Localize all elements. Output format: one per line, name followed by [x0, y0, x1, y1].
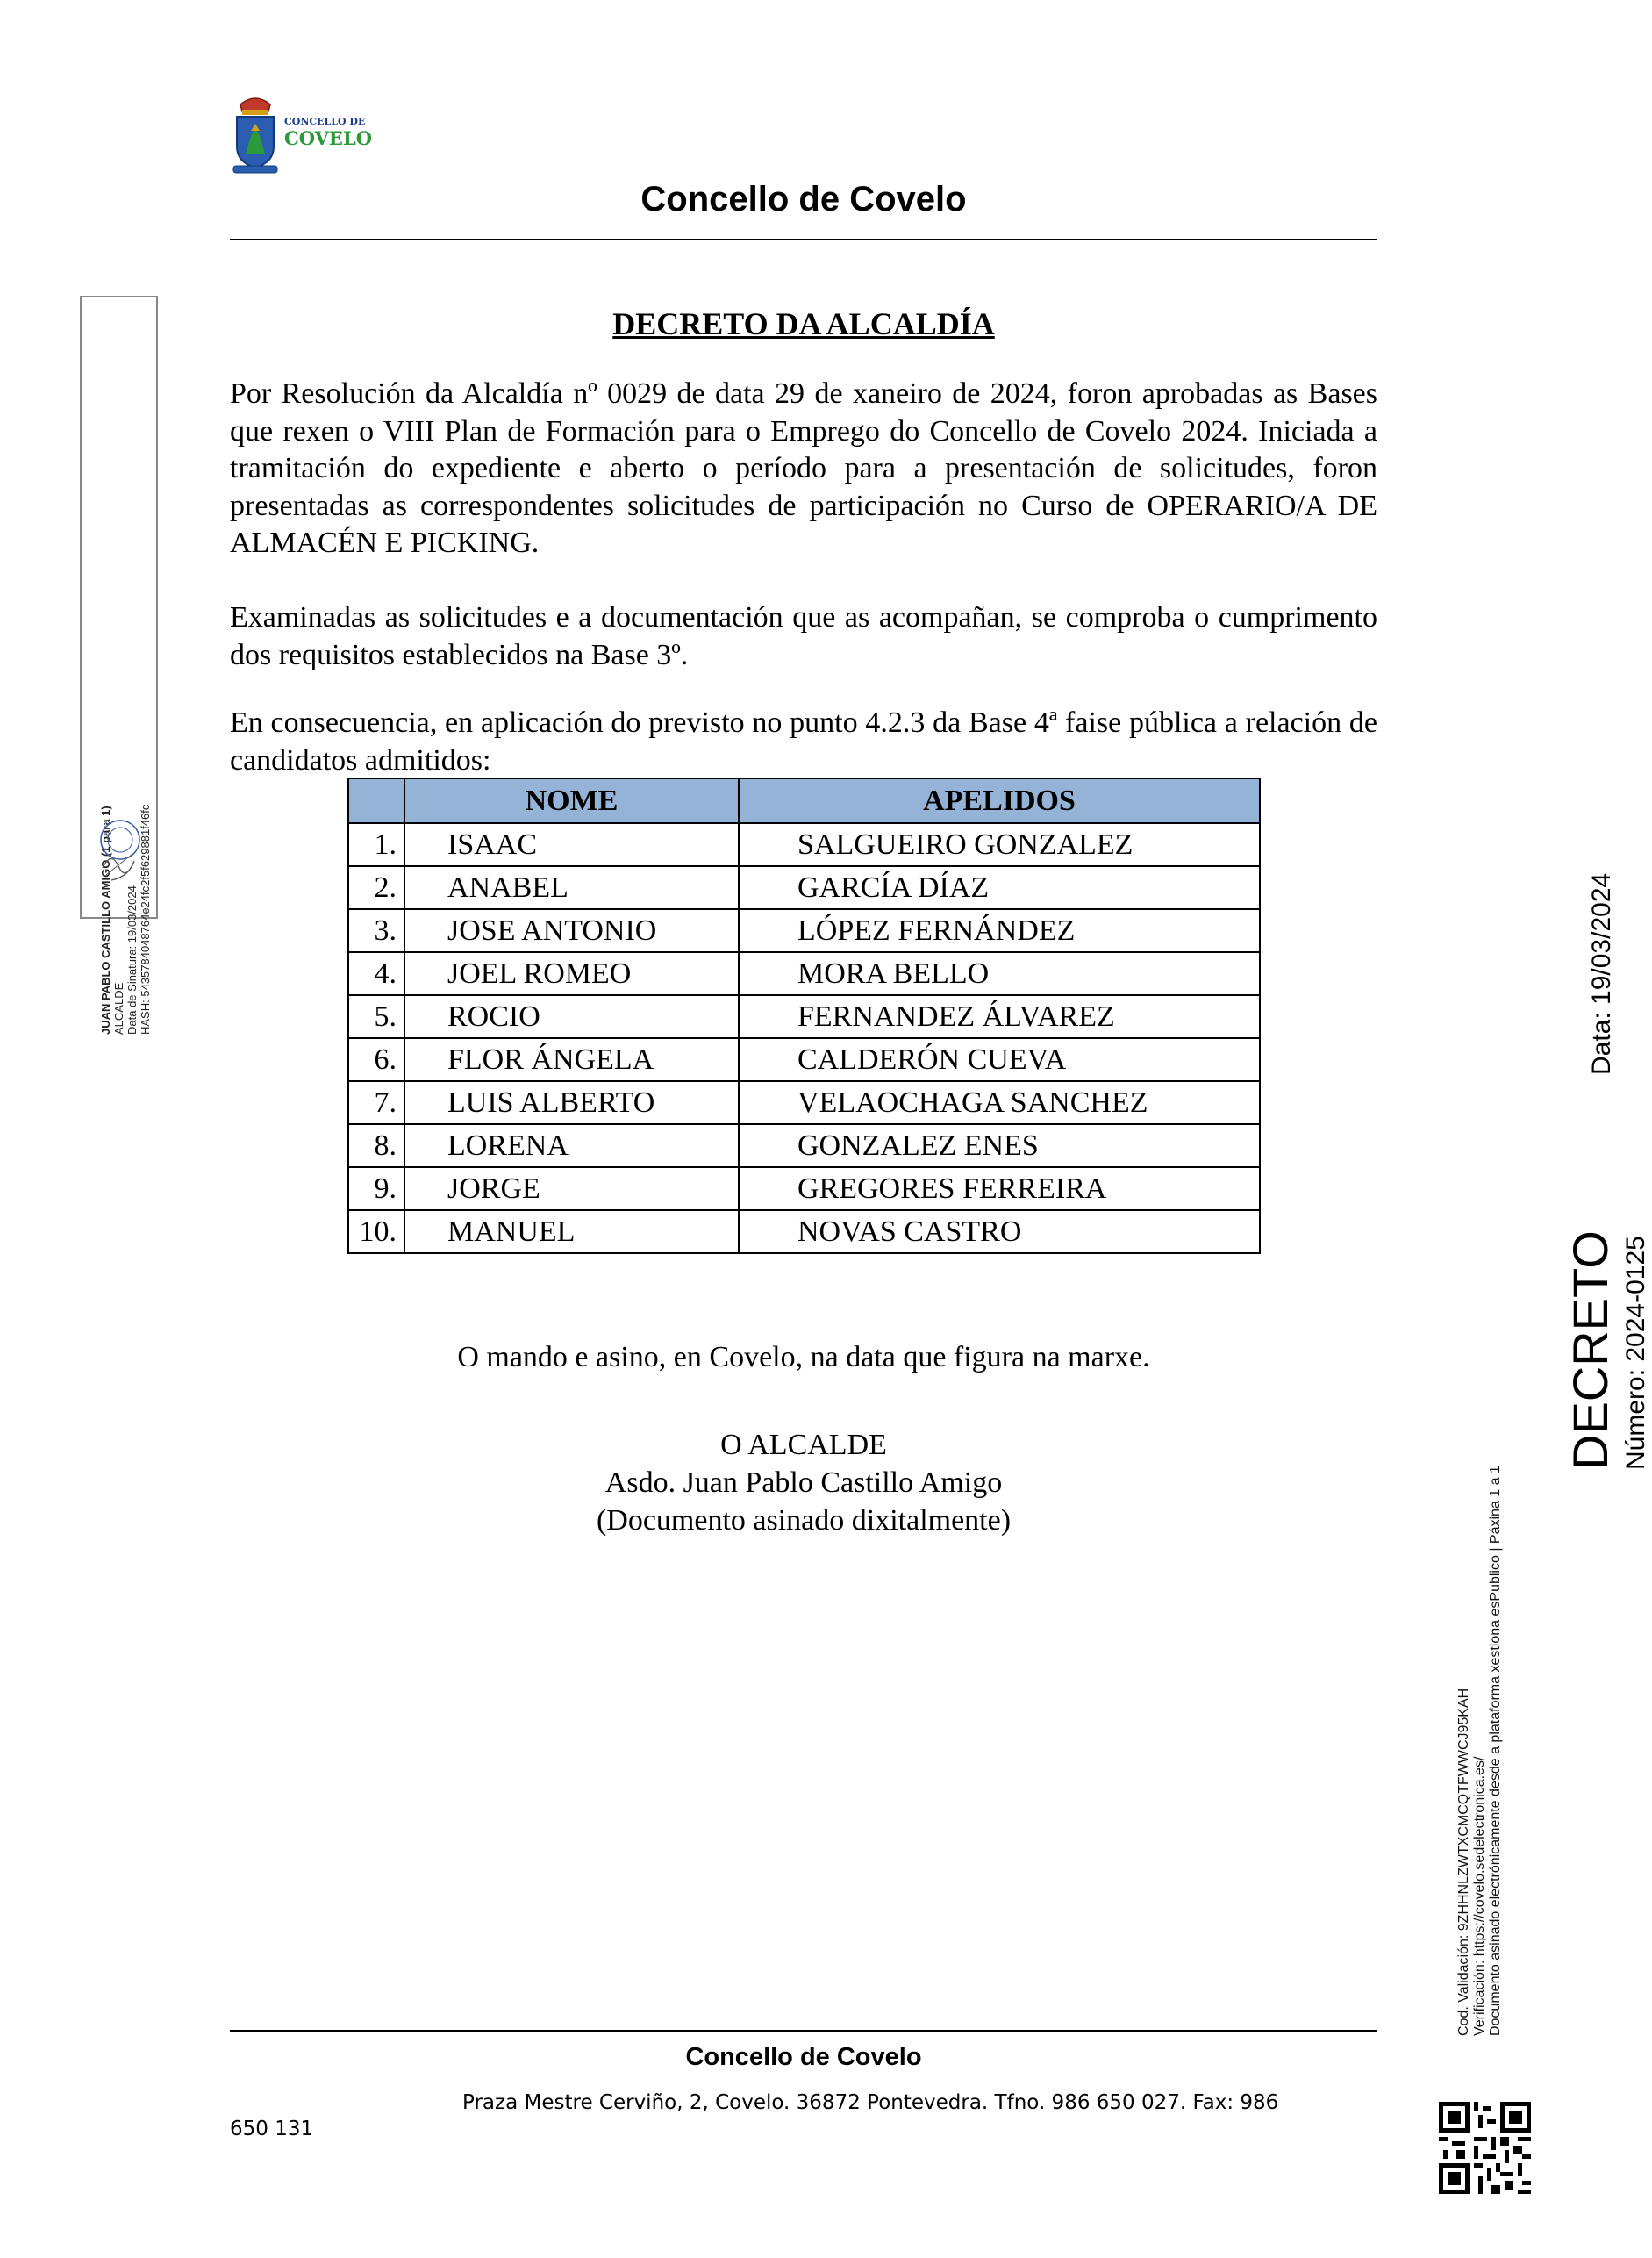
concello-logo: [230, 92, 379, 176]
signature-title: O ALCALDE: [720, 1429, 887, 1461]
header-divider: [230, 239, 1377, 240]
row-number: 7.: [348, 1081, 404, 1124]
row-nome: JORGE: [404, 1167, 739, 1210]
row-number: 2.: [348, 866, 404, 909]
row-nome: ANABEL: [404, 866, 739, 909]
table-row: [348, 1081, 1260, 1124]
validation-code: Cod. Validación: 9ZHHNLZWTXCMCQTFWWCJ95KAH: [1456, 1688, 1471, 2036]
decree-stamp-date: Data: 19/03/2024: [1587, 872, 1616, 1075]
row-nome: ROCIO: [404, 995, 739, 1038]
row-nome: LUIS ALBERTO: [404, 1081, 739, 1124]
row-apelidos: VELAOCHAGA SANCHEZ: [739, 1081, 1260, 1124]
decree-number-stamp: [1520, 680, 1652, 1470]
qr-code-icon: [1439, 2102, 1531, 2194]
paragraph-consequence: En consecuencia, en aplicación do previsto no punto 4.2.3 da Base 4ª faise pública a relación de candidatos admitidos:: [230, 706, 1377, 777]
row-apelidos: CALDERÓN CUEVA: [739, 1038, 1260, 1081]
signature-note: (Documento asinado dixitalmente): [596, 1504, 1012, 1537]
row-apelidos: LÓPEZ FERNÁNDEZ: [739, 909, 1260, 952]
stamp-signer-name: JUAN PABLO CASTILLO AMIGO (1 para 1): [99, 806, 112, 1035]
row-nome: FLOR ÁNGELA: [404, 1038, 739, 1081]
table-row: [348, 1210, 1260, 1253]
footer-address-continued: 650 131: [230, 2118, 314, 2140]
decree-title: DECRETO DA ALCALDÍA: [612, 306, 995, 341]
coat-of-arms-icon: [230, 92, 281, 176]
validation-stamp: [1456, 1369, 1527, 2036]
validation-url: Verificación: https://covelo.sedelectronica.es/: [1472, 1756, 1487, 2036]
table-row: [348, 995, 1260, 1038]
paragraph-resolution: Por Resolución da Alcaldía nº 0029 de data 29 de xaneiro de 2024, foron aprobadas as Bases que rexen o VIII Plan de Formación para o Emprego do Concello de Covelo 2024. Iniciada a tramitación do expediente e aberto o período para a presentación de solicitudes, foron presentadas as correspondentes solicitudes de participación no Curso de OPERARIO/A DE ALMACÉN E PICKING.: [230, 377, 1377, 559]
header-apelidos: APELIDOS: [739, 778, 1260, 823]
signature-name: Asdo. Juan Pablo Castillo Amigo: [604, 1466, 1003, 1499]
logo-line-2: COVELO: [284, 126, 372, 149]
table-header-row: [348, 778, 1260, 823]
row-nome: ISAAC: [404, 823, 739, 866]
table-row: [348, 909, 1260, 952]
logo-line-1: CONCELLO DE: [284, 116, 366, 127]
decree-stamp-number: Número: 2024-0125: [1621, 1236, 1650, 1470]
handwritten-signature-icon: [94, 815, 145, 885]
closing-line: O mando e asino, en Covelo, na data que figura na marxe.: [457, 1341, 1150, 1373]
footer-divider: [230, 2030, 1377, 2032]
validation-note: Documento asinado electrónicamente desde a plataforma xestiona esPublico | Páxina 1 a 1: [1488, 1466, 1503, 2036]
stamp-sign-date: Data de Sinatura: 19/03/2024: [125, 885, 139, 1035]
paragraph-examination: Examinadas as solicitudes e a documentación que as acompañan, se comproba o cumprimento dos requisitos establecidos na Base 3º.: [230, 601, 1377, 671]
footer-organization: Concello de Covelo: [685, 2043, 922, 2071]
stamp-signer-role: ALCALDE: [112, 982, 125, 1035]
row-number: 3.: [348, 909, 404, 952]
signature-stamp-text: [99, 543, 169, 1035]
row-number: 8.: [348, 1124, 404, 1167]
header-nome: NOME: [404, 778, 739, 823]
row-apelidos: FERNANDEZ ÁLVAREZ: [739, 995, 1260, 1038]
row-number: 6.: [348, 1038, 404, 1081]
row-nome: MANUEL: [404, 1210, 739, 1253]
header-number: [348, 778, 404, 823]
row-apelidos: GONZALEZ ENES: [739, 1124, 1260, 1167]
row-number: 5.: [348, 995, 404, 1038]
table-row: [348, 952, 1260, 995]
table-row: [348, 1167, 1260, 1210]
table-row: [348, 1038, 1260, 1081]
table-row: [348, 1124, 1260, 1167]
row-apelidos: MORA BELLO: [739, 952, 1260, 995]
row-apelidos: NOVAS CASTRO: [739, 1210, 1260, 1253]
footer-address: Praza Mestre Cerviño, 2, Covelo. 36872 Pontevedra. Tfno. 986 650 027. Fax: 986: [462, 2091, 1279, 2114]
stamp-hash: HASH: 5435784048764e24fc2f5f629881f46fc: [139, 804, 152, 1035]
signature-block: [230, 1426, 1377, 1539]
row-nome: JOEL ROMEO: [404, 952, 739, 995]
row-nome: LORENA: [404, 1124, 739, 1167]
row-apelidos: SALGUEIRO GONZALEZ: [739, 823, 1260, 866]
row-nome: JOSE ANTONIO: [404, 909, 739, 952]
row-number: 1.: [348, 823, 404, 866]
row-number: 4.: [348, 952, 404, 995]
row-apelidos: GARCÍA DÍAZ: [739, 866, 1260, 909]
decree-stamp-label: DECRETO: [1563, 1230, 1618, 1470]
row-number: 9.: [348, 1167, 404, 1210]
header-title: Concello de Covelo: [640, 180, 967, 219]
table-row: [348, 823, 1260, 866]
signature-stamp-box: [80, 296, 158, 1035]
row-apelidos: GREGORES FERREIRA: [739, 1167, 1260, 1210]
row-number: 10.: [348, 1210, 404, 1253]
admitted-candidates-table: [347, 778, 1261, 1254]
table-row: [348, 866, 1260, 909]
